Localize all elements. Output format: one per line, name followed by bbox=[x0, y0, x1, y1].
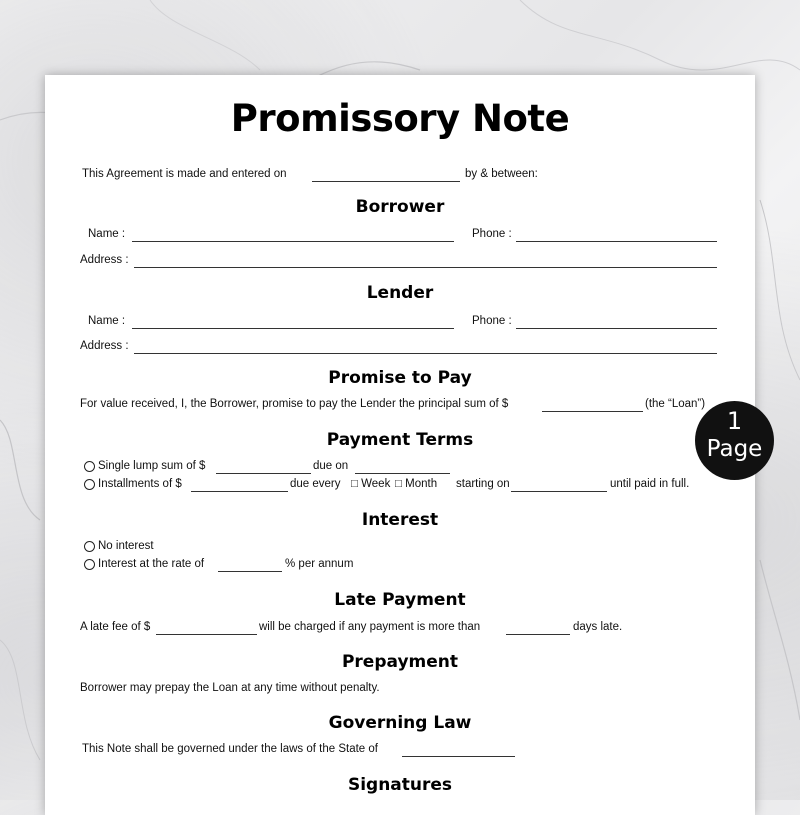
lump-due-label: due on bbox=[313, 460, 349, 472]
lump-sum-label: Single lump sum of $ bbox=[98, 460, 206, 472]
interest-heading: Interest bbox=[361, 510, 439, 530]
lender-name-field[interactable] bbox=[132, 328, 454, 329]
installments-radio[interactable] bbox=[84, 479, 95, 490]
late-fee-middle: will be charged if any payment is more than bbox=[259, 621, 481, 633]
late-payment-heading: Late Payment bbox=[334, 590, 466, 610]
per-annum-label: % per annum bbox=[285, 558, 354, 570]
lender-phone-field[interactable] bbox=[516, 328, 717, 329]
late-days-field[interactable] bbox=[506, 634, 570, 635]
lender-heading: Lender bbox=[366, 283, 434, 303]
prepayment-text: Borrower may prepay the Loan at any time without penalty. bbox=[80, 682, 380, 694]
lump-sum-radio[interactable] bbox=[84, 461, 95, 472]
principal-sum-field[interactable] bbox=[542, 411, 643, 412]
installment-amount-field[interactable] bbox=[191, 491, 288, 492]
interest-rate-label: Interest at the rate of bbox=[98, 558, 205, 570]
month-option[interactable]: □ Month bbox=[395, 478, 438, 490]
promissory-note-sheet bbox=[45, 75, 755, 815]
borrower-address-field[interactable] bbox=[134, 267, 717, 268]
start-date-field[interactable] bbox=[511, 491, 607, 492]
governing-law-heading: Governing Law bbox=[328, 713, 472, 733]
intro-text: This Agreement is made and entered on bbox=[82, 168, 287, 180]
installments-label: Installments of $ bbox=[98, 478, 182, 490]
late-fee-suffix: days late. bbox=[573, 621, 623, 633]
signatures-heading: Signatures bbox=[347, 775, 453, 795]
lump-due-date-field[interactable] bbox=[355, 473, 450, 474]
borrower-address-label: Address : bbox=[80, 254, 129, 266]
page-count-number: 1 bbox=[726, 407, 743, 435]
no-interest-radio[interactable] bbox=[84, 541, 95, 552]
late-fee-label: A late fee of $ bbox=[80, 621, 151, 633]
borrower-phone-field[interactable] bbox=[516, 241, 717, 242]
page-count-badge bbox=[695, 401, 774, 480]
borrower-name-label: Name : bbox=[88, 228, 126, 240]
no-interest-label: No interest bbox=[98, 540, 154, 552]
starting-on-label: starting on bbox=[456, 478, 510, 490]
promise-heading: Promise to Pay bbox=[328, 368, 472, 388]
state-field[interactable] bbox=[402, 756, 515, 757]
document-title: Promissory Note bbox=[230, 97, 570, 140]
lender-address-field[interactable] bbox=[134, 353, 717, 354]
promise-suffix: (the “Loan”) bbox=[645, 398, 706, 410]
governing-law-text: This Note shall be governed under the laws of the State of bbox=[82, 743, 378, 755]
intro-suffix: by & between: bbox=[465, 168, 538, 180]
interest-rate-radio[interactable] bbox=[84, 559, 95, 570]
due-every-label: due every bbox=[290, 478, 341, 490]
payment-terms-heading: Payment Terms bbox=[326, 430, 474, 450]
interest-rate-field[interactable] bbox=[218, 571, 282, 572]
prepayment-heading: Prepayment bbox=[341, 652, 459, 672]
late-fee-amount-field[interactable] bbox=[156, 634, 257, 635]
borrower-name-field[interactable] bbox=[132, 241, 454, 242]
promise-text: For value received, I, the Borrower, promise to pay the Lender the principal sum of $ bbox=[80, 398, 509, 410]
until-paid-label: until paid in full. bbox=[610, 478, 690, 490]
borrower-heading: Borrower bbox=[355, 197, 445, 217]
lender-address-label: Address : bbox=[80, 340, 129, 352]
lender-name-label: Name : bbox=[88, 315, 126, 327]
agreement-date-field[interactable] bbox=[312, 181, 460, 182]
week-option[interactable]: □ Week bbox=[351, 478, 391, 490]
page-count-word: Page bbox=[706, 436, 763, 462]
borrower-phone-label: Phone : bbox=[472, 228, 512, 240]
lender-phone-label: Phone : bbox=[472, 315, 512, 327]
lump-sum-amount-field[interactable] bbox=[216, 473, 311, 474]
